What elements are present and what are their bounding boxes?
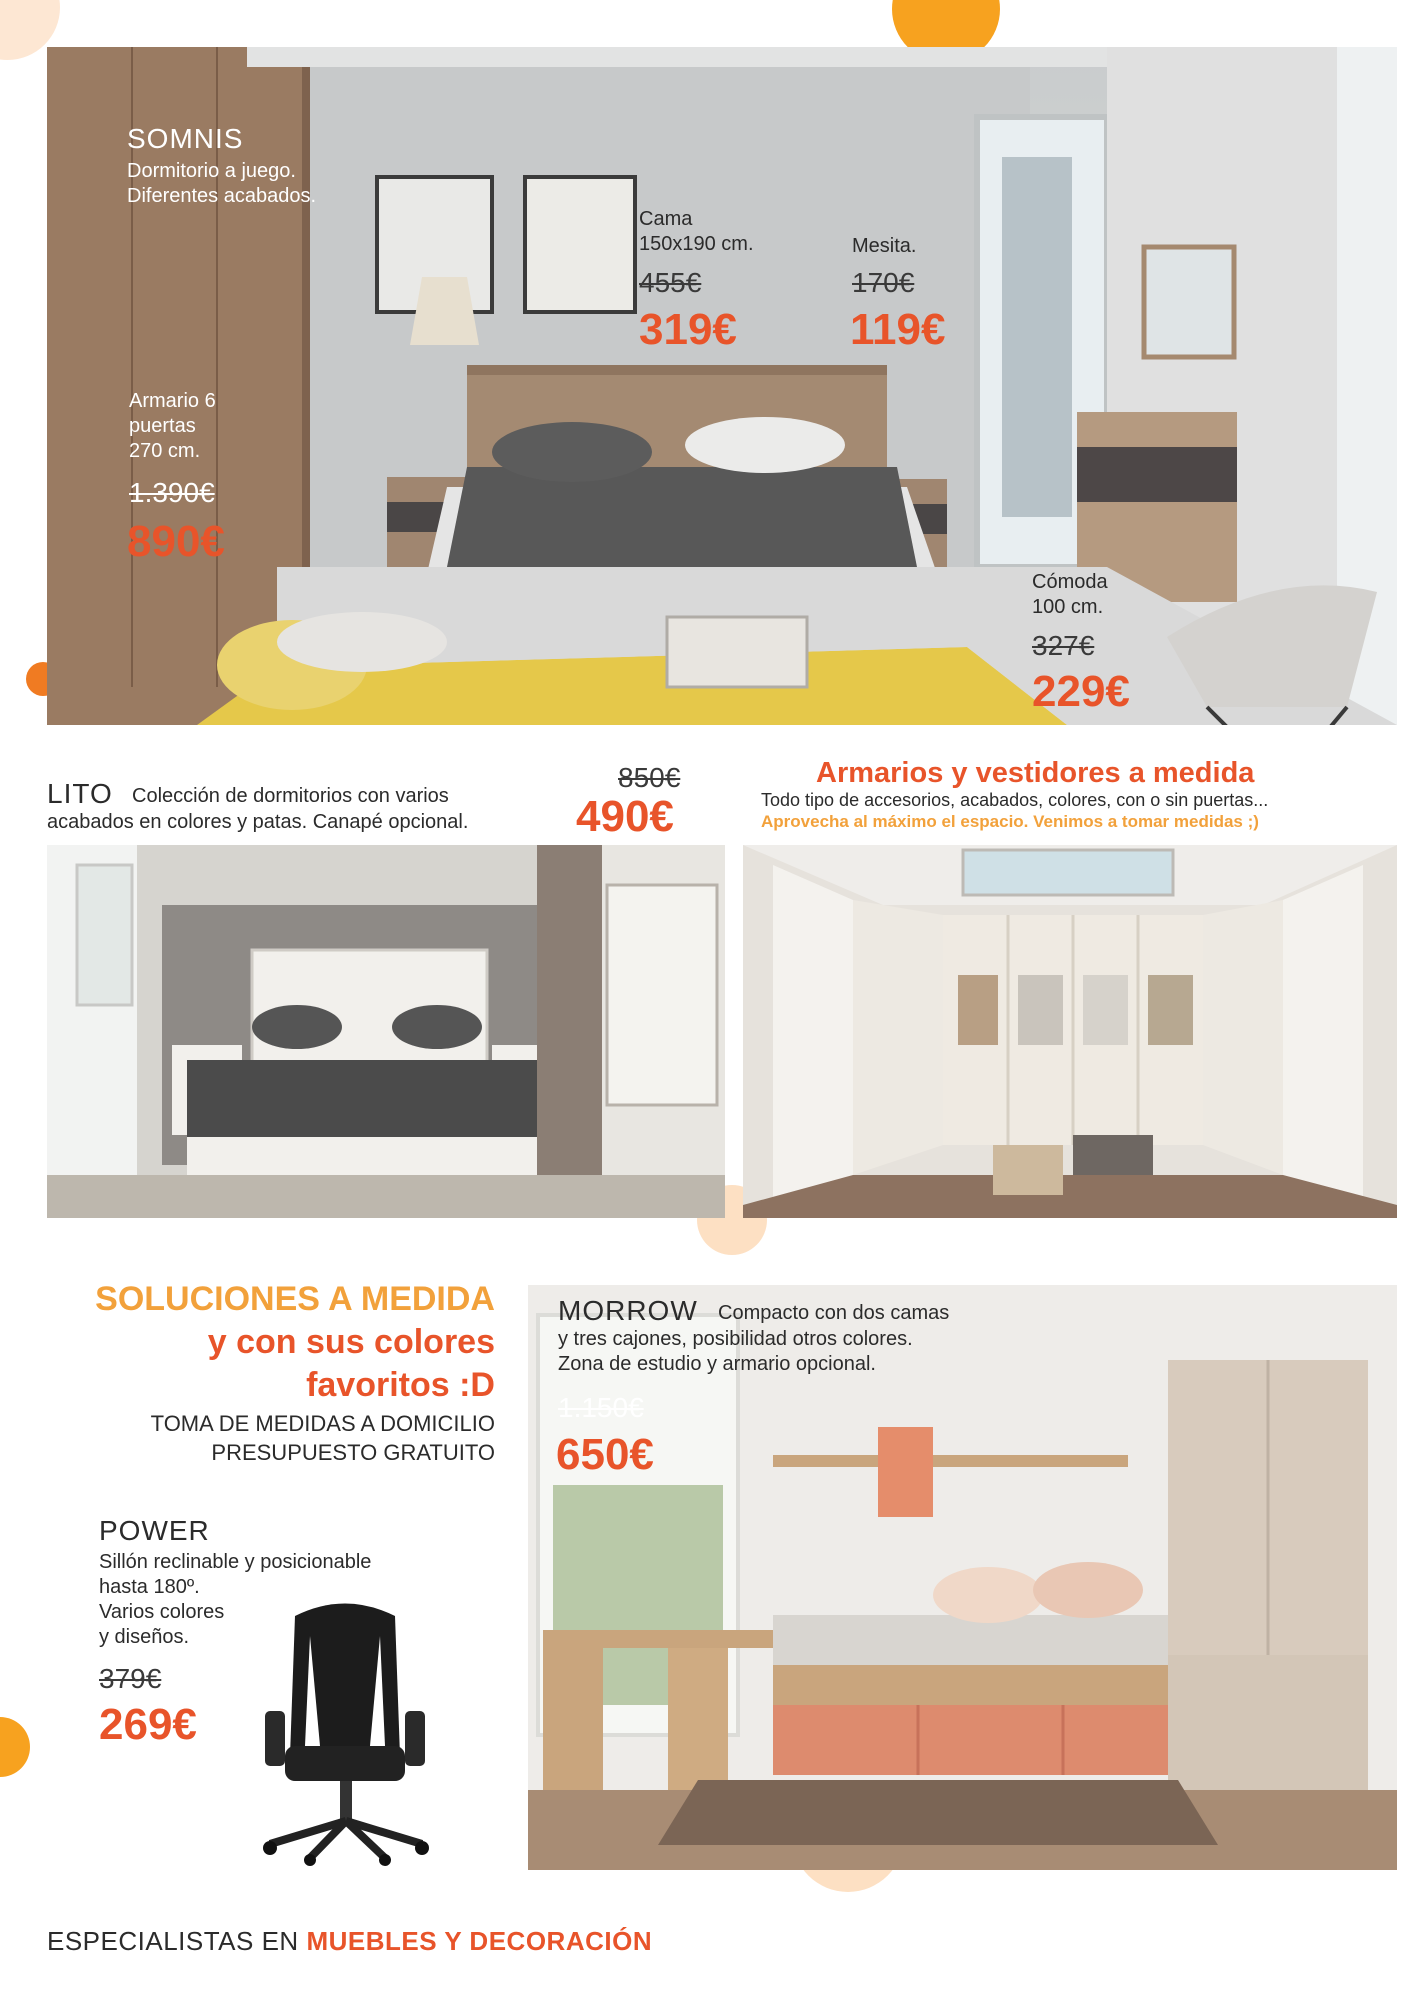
power-desc-4: y diseños.: [99, 1626, 190, 1648]
footer-tagline: [47, 1926, 652, 1957]
lito-scene-illustration: [47, 845, 725, 1218]
armarios-scene-illustration: [743, 845, 1397, 1218]
morrow-desc-3: Zona de estudio y armario opcional.: [558, 1353, 876, 1375]
footer-prefix: ESPECIALISTAS EN: [47, 1926, 299, 1956]
soluciones-line-2: y con sus colores: [207, 1323, 495, 1361]
power-desc-2: hasta 180º.: [99, 1576, 200, 1598]
soluciones-line-3: favoritos :D: [306, 1366, 495, 1404]
armarios-walkin-photo: [743, 845, 1397, 1218]
somnis-subtitle-1: Dormitorio a juego.: [127, 160, 296, 182]
lito-new-price: 490€: [576, 792, 674, 841]
cama-new-price: 319€: [639, 305, 737, 354]
morrow-desc-1: Compacto con dos camas: [718, 1302, 950, 1324]
morrow-youth-room-photo: [528, 1285, 1397, 1870]
morrow-desc-2: y tres cajones, posibilidad otros colores.: [558, 1328, 913, 1350]
comoda-label-1: Cómoda: [1032, 571, 1108, 593]
somnis-bedroom-photo: [47, 47, 1397, 725]
armario-label-1: Armario 6: [129, 390, 216, 412]
soluciones-sub-1: TOMA DE MEDIDAS A DOMICILIO: [150, 1411, 495, 1436]
soluciones-sub-2: PRESUPUESTO GRATUITO: [211, 1440, 495, 1465]
lito-desc-1: Colección de dormitorios con varios: [132, 785, 449, 807]
gaming-chair-illustration: [250, 1596, 440, 1866]
cama-label-1: Cama: [639, 208, 693, 230]
comoda-label-2: 100 cm.: [1032, 596, 1104, 618]
soluciones-line-1: SOLUCIONES A MEDIDA: [95, 1280, 495, 1318]
decor-dot-bottom-left: [0, 1717, 30, 1777]
power-desc-3: Varios colores: [99, 1601, 225, 1623]
somnis-title: SOMNIS: [127, 123, 244, 154]
lito-desc-2: acabados en colores y patas. Canapé opcional.: [47, 811, 469, 833]
morrow-new-price: 650€: [556, 1430, 654, 1479]
armario-new-price: 890€: [127, 517, 225, 566]
comoda-new-price: 229€: [1032, 667, 1130, 716]
power-title: POWER: [99, 1515, 210, 1546]
lito-bedroom-photo: [47, 845, 725, 1218]
footer-highlight: MUEBLES Y DECORACIÓN: [306, 1926, 653, 1956]
armario-label-2: puertas: [129, 415, 196, 437]
lito-title: LITO: [47, 778, 113, 809]
morrow-old-price: 1.150€: [558, 1392, 644, 1423]
armarios-highlight: Aprovecha al máximo el espacio. Venimos a tomar medidas ;): [761, 812, 1259, 831]
somnis-scene-illustration: [47, 47, 1397, 725]
power-new-price: 269€: [99, 1700, 197, 1749]
morrow-title: MORROW: [558, 1295, 698, 1326]
somnis-subtitle-2: Diferentes acabados.: [127, 185, 317, 207]
cama-old-price: 455€: [639, 267, 702, 298]
armario-label-3: 270 cm.: [129, 440, 201, 462]
armarios-desc: Todo tipo de accesorios, acabados, colores, con o sin puertas...: [761, 790, 1269, 810]
cama-label-2: 150x190 cm.: [639, 233, 754, 255]
mesita-new-price: 119€: [850, 305, 946, 354]
comoda-old-price: 327€: [1032, 630, 1095, 661]
power-desc-1: Sillón reclinable y posicionable: [99, 1551, 372, 1573]
mesita-old-price: 170€: [852, 267, 915, 298]
lito-old-price: 850€: [618, 762, 681, 793]
armarios-title: Armarios y vestidores a medida: [816, 757, 1255, 789]
armario-old-price: 1.390€: [129, 477, 215, 508]
mesita-label: Mesita.: [852, 235, 917, 257]
power-old-price: 379€: [99, 1663, 162, 1694]
